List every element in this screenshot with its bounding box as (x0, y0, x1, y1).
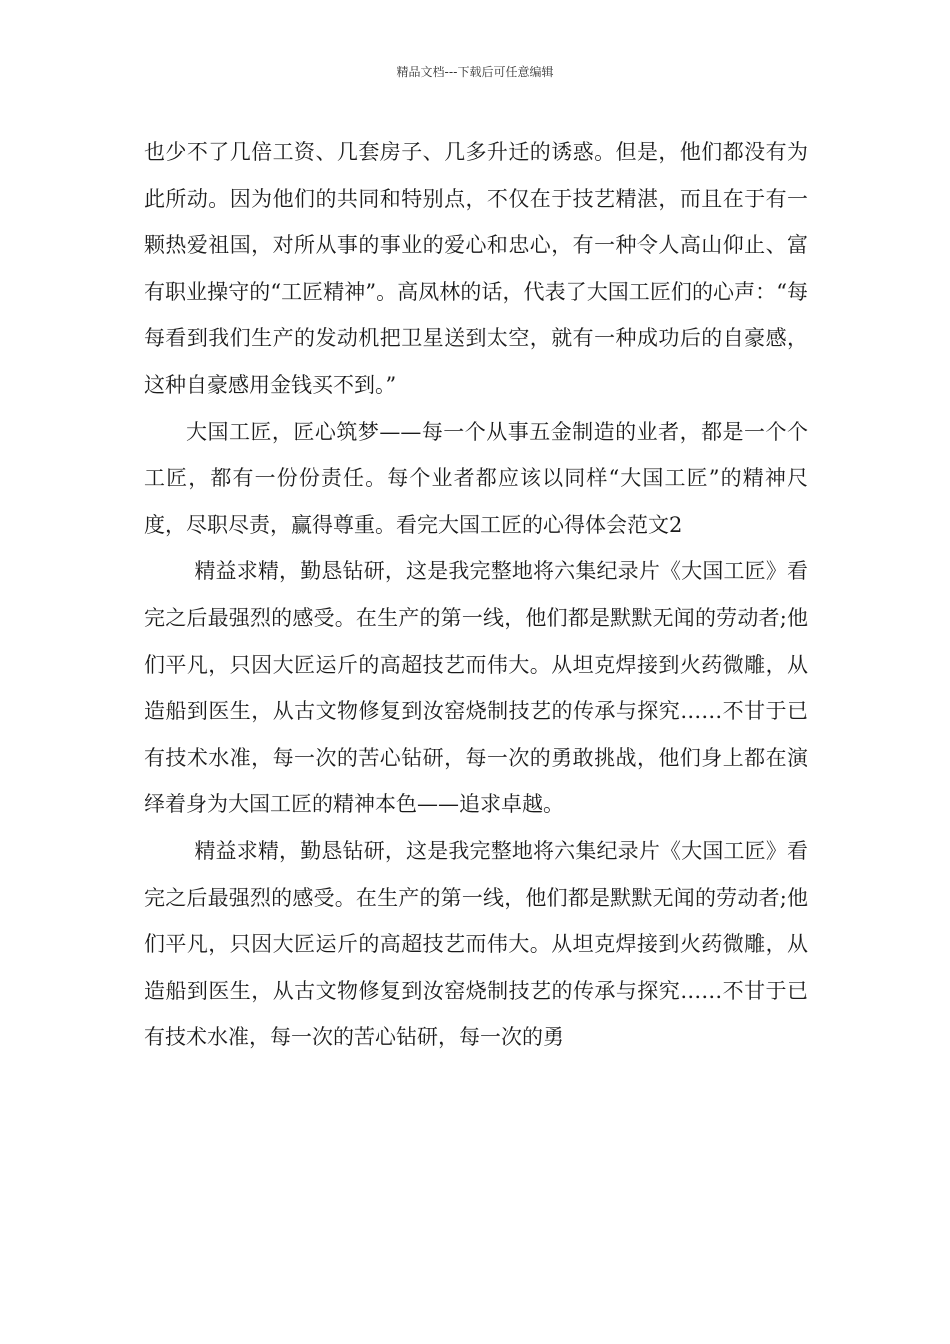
document-body (144, 129, 808, 1061)
paragraph-2: 大国工匠，匠心筑梦——每一个从事五金制造的业者，都是一个个工匠，都有一份份责任。每个业者都应该以同样“大国工匠”的精神尺度，尽职尽责，赢得尊重。看完大国工匠的心得体会范文2 (144, 419, 808, 537)
paragraph-1: 也少不了几倍工资、几套房子、几多升迁的诱惑。但是，他们都没有为此所动。因为他们的共同和特别点，不仅在于技艺精湛，而且在于有一颗热爱祖国，对所从事的事业的爱心和忠心，有一种令人高山仰止、富有职业操守的“工匠精神”。高凤林的话，代表了大国工匠们的心声：“每每看到我们生产的发动机把卫星送到太空，就有一种成功后的自豪感，这种自豪感用金钱买不到。” (144, 140, 808, 397)
page-header: 精品文档---下载后可任意编辑 (396, 65, 554, 79)
paragraph-3: 精益求精，勤恳钻研，这是我完整地将六集纪录片《大国工匠》看完之后最强烈的感受。在生产的第一线，他们都是默默无闻的劳动者;他们平凡，只因大匠运斤的高超技艺而伟大。从坦克焊接到火药微雕，从造船到医生，从古文物修复到汝窑烧制技艺的传承与探究……不甘于已有技术水准，每一次的苦心钻研，每一次的勇敢挑战，他们身上都在演绎着身为大国工匠的精神本色——追求卓越。 (144, 559, 808, 817)
paragraph-4: 精益求精，勤恳钻研，这是我完整地将六集纪录片《大国工匠》看完之后最强烈的感受。在生产的第一线，他们都是默默无闻的劳动者;他们平凡，只因大匠运斤的高超技艺而伟大。从坦克焊接到火药微雕，从造船到医生，从古文物修复到汝窑烧制技艺的传承与探究……不甘于已有技术水准，每一次的苦心钻研，每一次的勇 (144, 838, 808, 1050)
